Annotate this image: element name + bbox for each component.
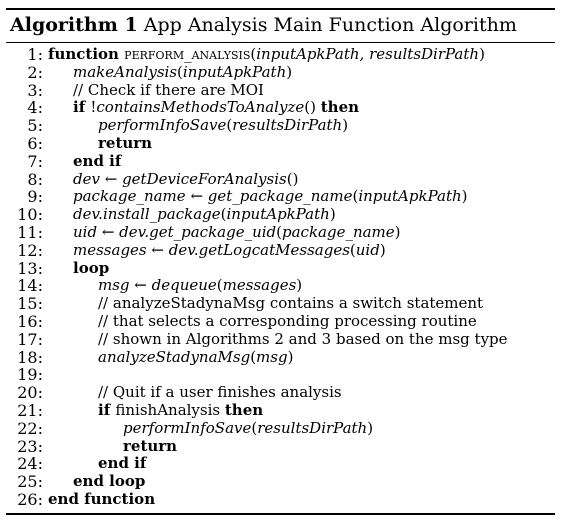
algorithm-line [6,171,555,189]
code-text: ( [349,240,356,259]
algorithm-lines [6,43,555,509]
code-text: ) [296,276,303,295]
algorithm-line [6,313,555,331]
code-text: () [304,98,321,117]
line-number: 2: [27,62,43,82]
algorithm-line [6,491,555,509]
line-number: 3: [27,80,43,100]
line-number: 23: [17,436,43,456]
identifier: resultsDirPath [257,418,368,437]
identifier: dev.get_package_uid [119,222,277,241]
algorithm-line [6,64,555,82]
algorithm-label: Algorithm 1 [10,14,138,36]
line-number: 18: [17,347,43,367]
line-number: 22: [17,418,43,438]
keyword: end if [98,454,147,473]
line-number: 11: [17,222,43,242]
code-text: ← [97,222,120,241]
code-text: () [286,169,299,188]
algorithm-line [6,331,555,349]
code-text: ( [220,205,227,224]
line-code [98,402,263,420]
identifier: getDeviceForAnalysis [122,169,287,188]
code-text: ) [461,187,468,206]
line-code [73,64,292,82]
identifier: msg [98,276,130,295]
line-number: 21: [17,400,43,420]
identifier: inputApkPath [182,62,287,81]
line-code [73,224,401,242]
identifier: performInfoSave [98,116,227,135]
code-text: ) [342,116,349,135]
algorithm-line [6,82,555,100]
identifier: containsMethodsToAnalyze [96,98,305,117]
algorithm-title: App Analysis Main Function Algorithm [143,14,517,36]
line-code [98,313,477,331]
line-code [98,295,483,313]
code-text: // that selects a corresponding processing routine [98,311,477,330]
algorithm-line [6,206,555,224]
algorithm-line [6,260,555,278]
keyword: return [98,133,153,152]
line-number: 12: [17,240,43,260]
algorithm-line [6,242,555,260]
line-code [73,99,359,117]
code-text: finishAnalysis [115,400,225,419]
algorithm-line [6,366,555,384]
line-number: 9: [27,187,43,207]
line-number: 10: [17,205,43,225]
line-number: 15: [17,294,43,314]
line-code [73,260,109,278]
code-text: ( [216,276,223,295]
line-number: 7: [27,151,43,171]
code-text: ) [329,205,336,224]
line-code [73,171,298,189]
identifier: msg [256,347,288,366]
code-text: // analyzeStadynaMsg contains a switch statement [98,294,484,313]
identifier: resultsDirPath [232,116,343,135]
code-text: ) [394,222,401,241]
code-text: ) [479,45,485,63]
identifier: dev.getLogcatMessages [168,240,350,259]
algorithm-caption [6,10,555,39]
identifier: analyzeStadynaMsg [98,347,251,366]
line-code [98,277,302,295]
line-code [73,473,145,491]
line-number: 16: [17,311,43,331]
code-text: ) [367,418,374,437]
line-code [73,153,121,171]
code-text: ! [90,98,97,117]
algorithm-line [6,438,555,456]
line-code [98,331,508,349]
identifier: package_name [73,187,186,206]
identifier: inputApkPath, resultsDirPath [256,45,480,63]
keyword: end loop [73,472,146,491]
code-text: ← [129,276,152,295]
algorithm-line [6,135,555,153]
identifier: performInfoSave [123,418,252,437]
identifier: inputApkPath [226,205,330,224]
line-number: 6: [27,133,43,153]
line-code [98,117,348,135]
code-text: ) [379,240,386,259]
line-code [48,491,155,509]
algorithm-line [6,384,555,402]
line-number: 26: [17,489,43,509]
keyword: end function [48,489,156,508]
keyword: then [320,98,360,117]
line-number: 24: [17,454,43,474]
algorithm-line [6,224,555,242]
code-text: ( [250,45,257,63]
algorithm-line [6,295,555,313]
keyword: if [73,98,91,117]
identifier: uid [355,240,380,259]
algorithm-line [6,46,555,64]
line-number: 14: [17,276,43,296]
algorithm-line [6,420,555,438]
keyword: if [98,400,116,419]
line-code [123,438,177,456]
code-text: ← [146,240,169,259]
line-code [98,384,342,402]
keyword: end if [73,151,122,170]
line-number: 4: [27,98,43,118]
line-code [98,135,152,153]
line-number: 17: [17,329,43,349]
identifier: dequeue [151,276,217,295]
line-number: 19: [17,365,43,385]
line-code [73,206,336,224]
code-text: ← [99,169,123,188]
line-code [98,455,146,473]
line-code [73,188,468,206]
code-text: ( [251,418,258,437]
algorithm-line [6,402,555,420]
algorithm-line [6,455,555,473]
code-text: ( [352,187,359,206]
code-text: ( [250,347,257,366]
identifier: inputApkPath [358,187,462,206]
keyword: then [224,400,264,419]
identifier: uid [73,222,98,241]
function-name: perform_analysis [124,45,251,63]
algorithm-box [6,8,555,515]
line-code [98,349,293,367]
algorithm-line [6,188,555,206]
keyword: loop [73,258,110,277]
algorithm-line [6,99,555,117]
line-number: 1: [27,45,43,64]
line-number: 8: [27,169,43,189]
line-code [73,242,386,260]
identifier: messages [222,276,297,295]
algorithm-line [6,153,555,171]
keyword: function [48,45,125,63]
bottom-rule [6,513,555,515]
identifier: get_package_name [207,187,353,206]
keyword: return [123,436,178,455]
identifier: dev.install_package [73,205,221,224]
code-text: // shown in Algorithms 2 and 3 based on the msg type [98,329,508,348]
algorithm-line [6,349,555,367]
code-text: ) [286,62,293,81]
code-text: ← [185,187,208,206]
algorithm-line [6,117,555,135]
line-number: 20: [17,383,43,403]
code-text: ( [177,62,183,81]
code-text: // Quit if a user finishes analysis [98,383,342,402]
identifier: makeAnalysis [73,62,178,81]
line-number: 13: [17,258,43,278]
code-text: ( [276,222,282,241]
line-code [73,82,264,100]
identifier: dev [73,169,100,188]
line-code [48,46,485,64]
identifier: messages [73,240,147,259]
line-number: 5: [27,116,43,136]
code-text: ) [287,347,294,366]
identifier: package_name [282,222,395,241]
line-code [123,420,373,438]
code-text: ( [226,116,233,135]
algorithm-line [6,473,555,491]
algorithm-line [6,277,555,295]
code-text: // Check if there are MOI [73,80,264,99]
line-number: 25: [17,472,43,492]
